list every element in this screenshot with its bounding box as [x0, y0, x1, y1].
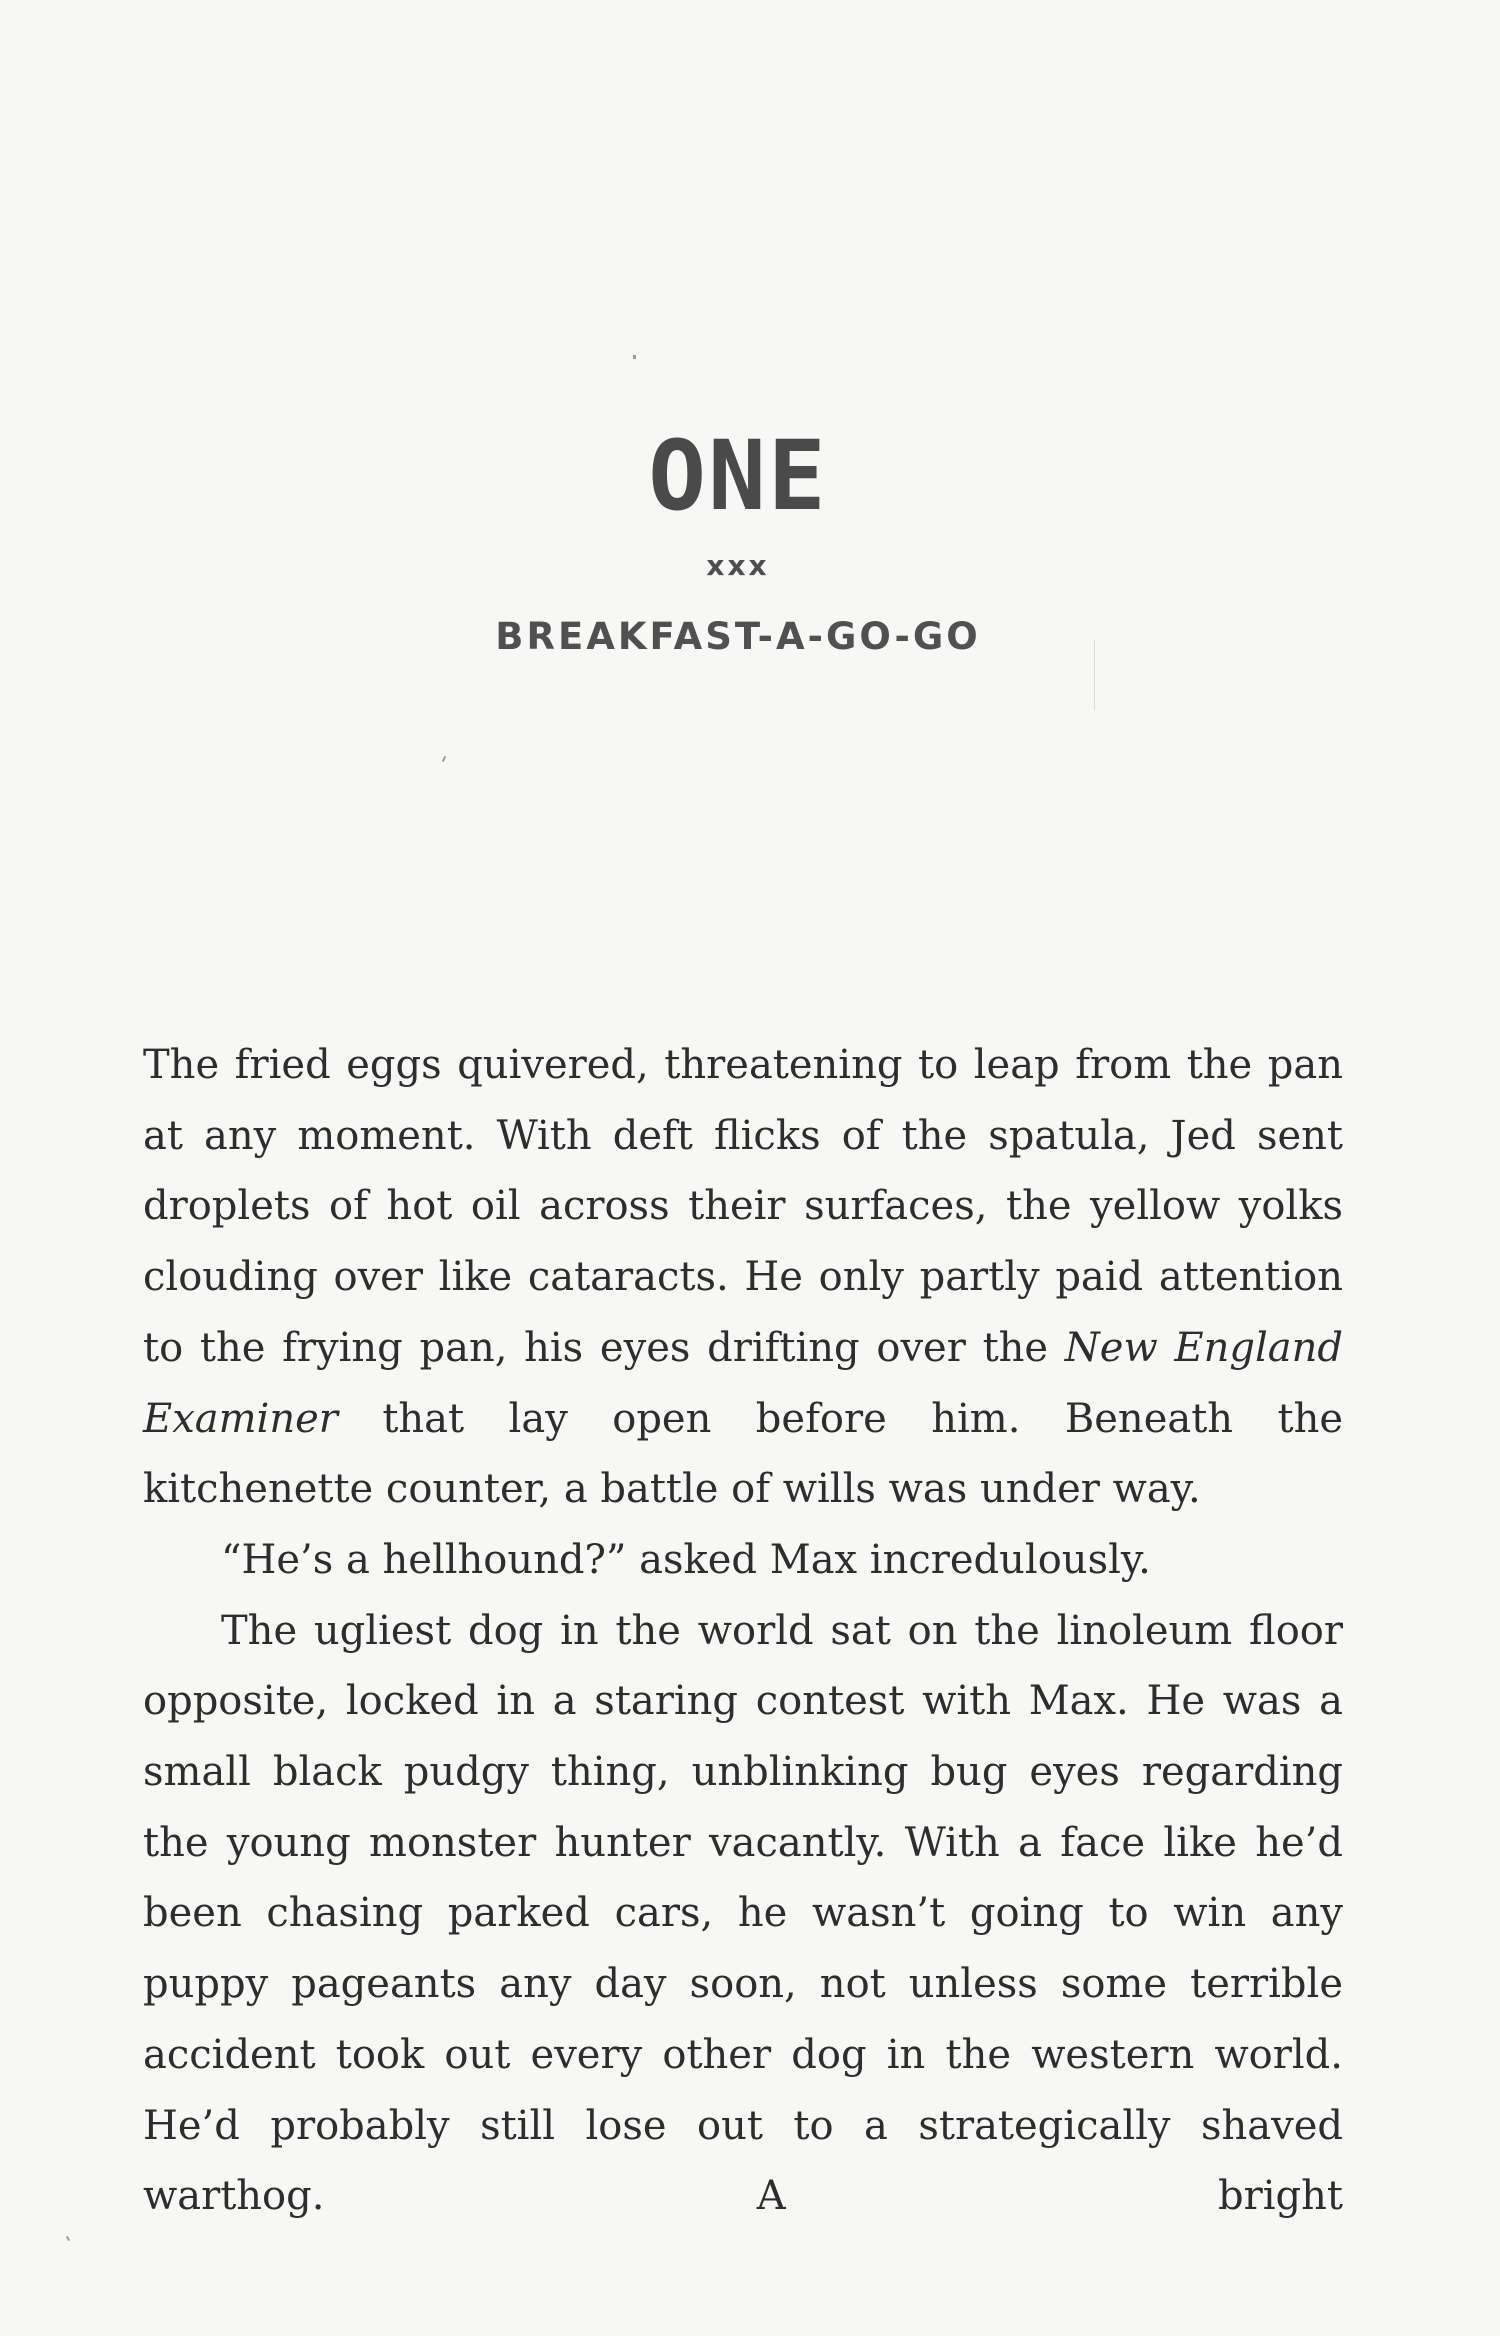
scan-speck — [66, 2236, 70, 2241]
paragraph-3: The ugliest dog in the world sat on the linoleum floor opposite, locked in a staring contest with Max. He was a small black pudgy thing, unblinking bug eyes regarding the young monster hunter vacantly. With a face like he’d been chasing parked cars, he wasn’t going to win any puppy pageants any day soon, not unless some terrible accident took out every other dog in the western world. He’d probably still lose out to a strategically shaved warthog. A bright — [143, 1607, 1343, 2220]
scan-speck — [1094, 640, 1095, 710]
newspaper-title: New England Examiner — [143, 1324, 1343, 1442]
paragraph-2: “He’s a hellhound?” asked Max incredulously. — [221, 1536, 1151, 1583]
chapter-number: ONE — [648, 420, 828, 532]
paragraph-1-text-start: The fried eggs quivered, threatening to leap from the pan at any moment. With deft flicks of the spatula, Jed sent droplets of hot oil across their surfaces, the yellow yolks clouding over like cataracts. He only partly paid attention to the frying pan, his eyes drifting over the — [143, 1042, 1343, 1371]
scan-speck — [633, 355, 636, 359]
chapter-ornament: xxx — [706, 549, 770, 582]
scan-speck — [442, 756, 446, 762]
chapter-title: BREAKFAST-A-GO-GO — [495, 615, 981, 658]
chapter-body — [143, 1030, 1343, 2232]
paragraph-1 — [143, 1030, 1343, 1525]
paragraph-1-text-end: that lay open before him. Beneath the kitchenette counter, a battle of wills was under way. — [143, 1395, 1343, 1513]
